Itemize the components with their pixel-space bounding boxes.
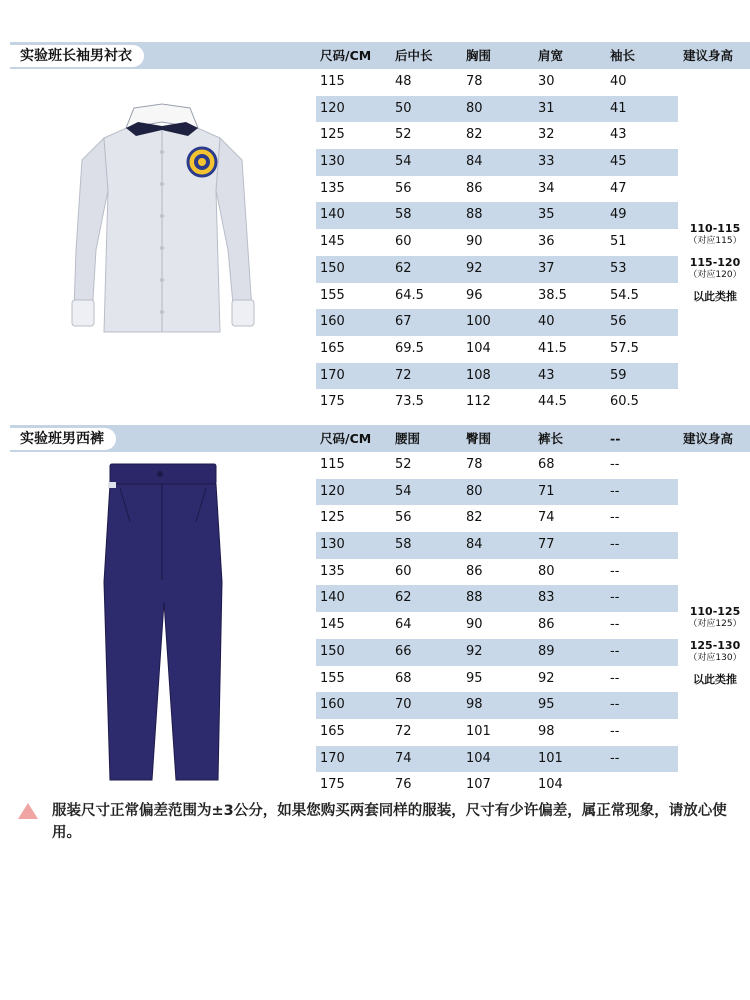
- and-so-on-note: 以此类推: [693, 673, 737, 686]
- pants-col-size: 尺码/CM: [320, 431, 372, 446]
- waist-cell: 68: [395, 670, 412, 686]
- back-length-cell: 73.5: [395, 394, 424, 410]
- table-row: [316, 389, 678, 416]
- back-length-cell: 58: [395, 207, 412, 223]
- back-length-cell: 48: [395, 74, 412, 89]
- back-length-cell: 72: [395, 367, 412, 383]
- back-length-cell: 69.5: [395, 340, 424, 356]
- waist-cell: 58: [395, 537, 412, 553]
- size-cell: 125: [320, 510, 345, 526]
- sleeve-cell: 56: [610, 314, 627, 330]
- and-so-on-note: 以此类推: [693, 290, 737, 303]
- back-length-cell: 64.5: [395, 287, 424, 303]
- pants-image: [98, 462, 228, 782]
- empty-cell: --: [610, 537, 620, 553]
- size-cell: 175: [320, 394, 345, 410]
- size-cell: 135: [320, 180, 345, 196]
- chest-cell: 108: [466, 367, 491, 383]
- empty-cell: --: [610, 483, 620, 499]
- shoulder-cell: 35: [538, 207, 555, 223]
- pants-col-height: 建议身高: [683, 431, 734, 446]
- size-cell: 170: [320, 367, 345, 383]
- table-row: [316, 479, 678, 506]
- hip-cell: 104: [466, 750, 491, 766]
- length-cell: 80: [538, 563, 555, 579]
- empty-cell: --: [610, 617, 620, 633]
- sleeve-cell: 54.5: [610, 287, 639, 303]
- table-row: [316, 69, 678, 96]
- length-cell: 86: [538, 617, 555, 633]
- empty-cell: --: [610, 643, 620, 659]
- table-row: [316, 149, 678, 176]
- hip-cell: 86: [466, 563, 483, 579]
- empty-cell: --: [610, 670, 620, 686]
- size-cell: 175: [320, 777, 345, 793]
- empty-cell: --: [610, 723, 620, 739]
- hip-cell: 95: [466, 670, 483, 686]
- size-cell: 160: [320, 314, 345, 330]
- table-row: [316, 719, 678, 746]
- shoulder-cell: 37: [538, 260, 555, 276]
- waist-cell: 60: [395, 563, 412, 579]
- size-cell: 115: [320, 457, 345, 472]
- chest-cell: 84: [466, 154, 483, 170]
- table-row: [316, 176, 678, 203]
- shoulder-cell: 30: [538, 74, 555, 89]
- size-cell: 130: [320, 537, 345, 553]
- shoulder-cell: 33: [538, 154, 555, 170]
- length-cell: 98: [538, 723, 555, 739]
- size-cell: 170: [320, 750, 345, 766]
- pants-col-waist: 腰围: [395, 431, 421, 446]
- sleeve-cell: 60.5: [610, 394, 639, 410]
- chest-cell: 88: [466, 207, 483, 223]
- shirt-size-table: [316, 69, 678, 416]
- chest-cell: 80: [466, 100, 483, 116]
- shirt-col-back-length: 后中长: [395, 48, 433, 63]
- size-cell: 125: [320, 127, 345, 143]
- size-cell: 140: [320, 590, 345, 606]
- shoulder-cell: 31: [538, 100, 555, 116]
- hip-cell: 107: [466, 777, 491, 793]
- length-cell: 83: [538, 590, 555, 606]
- length-cell: 71: [538, 483, 555, 499]
- size-cell: 150: [320, 260, 345, 276]
- chest-cell: 96: [466, 287, 483, 303]
- size-cell: 150: [320, 643, 345, 659]
- hip-cell: 92: [466, 643, 483, 659]
- height-range: 110-125: [689, 605, 741, 618]
- pants-height-note: [680, 605, 750, 686]
- table-row: [316, 452, 678, 479]
- length-cell: 104: [538, 777, 563, 793]
- waist-cell: 74: [395, 750, 412, 766]
- shoulder-cell: 32: [538, 127, 555, 143]
- waist-cell: 70: [395, 697, 412, 713]
- back-length-cell: 56: [395, 180, 412, 196]
- table-row: [316, 505, 678, 532]
- table-row: [316, 363, 678, 390]
- height-range-sub: （对应125）: [688, 619, 742, 629]
- waist-cell: 66: [395, 643, 412, 659]
- pants-col-length: 裤长: [538, 431, 564, 446]
- shoulder-cell: 44.5: [538, 394, 567, 410]
- chest-cell: 112: [466, 394, 491, 410]
- size-cell: 165: [320, 723, 345, 739]
- chest-cell: 78: [466, 74, 483, 89]
- shirt-col-size: 尺码/CM: [320, 48, 372, 63]
- hip-cell: 78: [466, 457, 483, 472]
- empty-cell: --: [610, 510, 620, 526]
- hip-cell: 98: [466, 697, 483, 713]
- hip-cell: 101: [466, 723, 491, 739]
- table-row: [316, 202, 678, 229]
- shirt-col-chest: 胸围: [466, 48, 492, 63]
- table-row: [316, 96, 678, 123]
- sleeve-cell: 41: [610, 100, 627, 116]
- shoulder-cell: 41.5: [538, 340, 567, 356]
- pants-size-table: [316, 452, 678, 799]
- sleeve-cell: 43: [610, 127, 627, 143]
- hip-cell: 80: [466, 483, 483, 499]
- back-length-cell: 54: [395, 154, 412, 170]
- sleeve-cell: 47: [610, 180, 627, 196]
- table-row: [316, 692, 678, 719]
- size-cell: 140: [320, 207, 345, 223]
- waist-cell: 56: [395, 510, 412, 526]
- waist-cell: 72: [395, 723, 412, 739]
- hip-cell: 88: [466, 590, 483, 606]
- height-range-sub: （对应115）: [688, 236, 742, 246]
- size-cell: 160: [320, 697, 345, 713]
- table-row: [316, 309, 678, 336]
- height-range-sub: （对应130）: [688, 653, 742, 663]
- size-cell: 165: [320, 340, 345, 356]
- height-range-sub: （对应120）: [688, 270, 742, 280]
- shirt-height-note: [680, 222, 750, 303]
- waist-cell: 76: [395, 777, 412, 793]
- empty-cell: --: [610, 590, 620, 606]
- waist-cell: 62: [395, 590, 412, 606]
- table-row: [316, 666, 678, 693]
- chest-cell: 86: [466, 180, 483, 196]
- length-cell: 95: [538, 697, 555, 713]
- table-row: [316, 585, 678, 612]
- empty-cell: --: [610, 457, 620, 472]
- shirt-image: [62, 100, 262, 345]
- sleeve-cell: 45: [610, 154, 627, 170]
- warning-icon: [18, 803, 38, 819]
- sleeve-cell: 49: [610, 207, 627, 223]
- waist-cell: 54: [395, 483, 412, 499]
- chest-cell: 92: [466, 260, 483, 276]
- sleeve-cell: 57.5: [610, 340, 639, 356]
- length-cell: 92: [538, 670, 555, 686]
- waist-cell: 52: [395, 457, 412, 472]
- table-row: [316, 746, 678, 773]
- hip-cell: 82: [466, 510, 483, 526]
- shirt-col-sleeve: 袖长: [610, 48, 636, 63]
- shoulder-cell: 36: [538, 234, 555, 250]
- size-cell: 120: [320, 100, 345, 116]
- height-range: 115-120: [689, 256, 741, 269]
- chest-cell: 82: [466, 127, 483, 143]
- length-cell: 89: [538, 643, 555, 659]
- empty-cell: --: [610, 563, 620, 579]
- shirt-title: 实验班长袖男衬衣: [10, 45, 144, 67]
- empty-cell: --: [610, 697, 620, 713]
- back-length-cell: 62: [395, 260, 412, 276]
- size-cell: 115: [320, 74, 345, 89]
- back-length-cell: 52: [395, 127, 412, 143]
- sleeve-cell: 40: [610, 74, 627, 89]
- height-range: 125-130: [689, 639, 741, 652]
- size-cell: 120: [320, 483, 345, 499]
- footer-text: 服装尺寸正常偏差范围为±3公分，如果您购买两套同样的服装，尺寸有少许偏差，属正常现象，请放心使用。: [52, 803, 727, 841]
- shoulder-cell: 43: [538, 367, 555, 383]
- pants-title: 实验班男西裤: [10, 428, 116, 450]
- chest-cell: 100: [466, 314, 491, 330]
- shoulder-cell: 40: [538, 314, 555, 330]
- sleeve-cell: 51: [610, 234, 627, 250]
- shirt-col-height: 建议身高: [683, 48, 734, 63]
- table-row: [316, 229, 678, 256]
- size-cell: 135: [320, 563, 345, 579]
- table-row: [316, 256, 678, 283]
- sleeve-cell: 53: [610, 260, 627, 276]
- size-cell: 155: [320, 670, 345, 686]
- waist-cell: 64: [395, 617, 412, 633]
- table-row: [316, 772, 678, 799]
- hip-cell: 90: [466, 617, 483, 633]
- table-row: [316, 559, 678, 586]
- pants-col-hip: 臀围: [466, 431, 492, 446]
- back-length-cell: 67: [395, 314, 412, 330]
- size-cell: 145: [320, 234, 345, 250]
- shoulder-cell: 34: [538, 180, 555, 196]
- shoulder-cell: 38.5: [538, 287, 567, 303]
- pants-header-band: [10, 425, 750, 452]
- table-row: [316, 639, 678, 666]
- table-row: [316, 612, 678, 639]
- table-row: [316, 122, 678, 149]
- size-cell: 155: [320, 287, 345, 303]
- length-cell: 68: [538, 457, 555, 472]
- chest-cell: 90: [466, 234, 483, 250]
- length-cell: 74: [538, 510, 555, 526]
- chest-cell: 104: [466, 340, 491, 356]
- hip-cell: 84: [466, 537, 483, 553]
- length-cell: 77: [538, 537, 555, 553]
- table-row: [316, 532, 678, 559]
- size-cell: 130: [320, 154, 345, 170]
- shirt-col-shoulder: 肩宽: [538, 48, 564, 63]
- back-length-cell: 60: [395, 234, 412, 250]
- sleeve-cell: 59: [610, 367, 627, 383]
- length-cell: 101: [538, 750, 563, 766]
- size-cell: 145: [320, 617, 345, 633]
- pants-col-empty: --: [610, 431, 621, 446]
- table-row: [316, 283, 678, 310]
- height-range: 110-115: [689, 222, 741, 235]
- back-length-cell: 50: [395, 100, 412, 116]
- table-row: [316, 336, 678, 363]
- empty-cell: --: [610, 750, 620, 766]
